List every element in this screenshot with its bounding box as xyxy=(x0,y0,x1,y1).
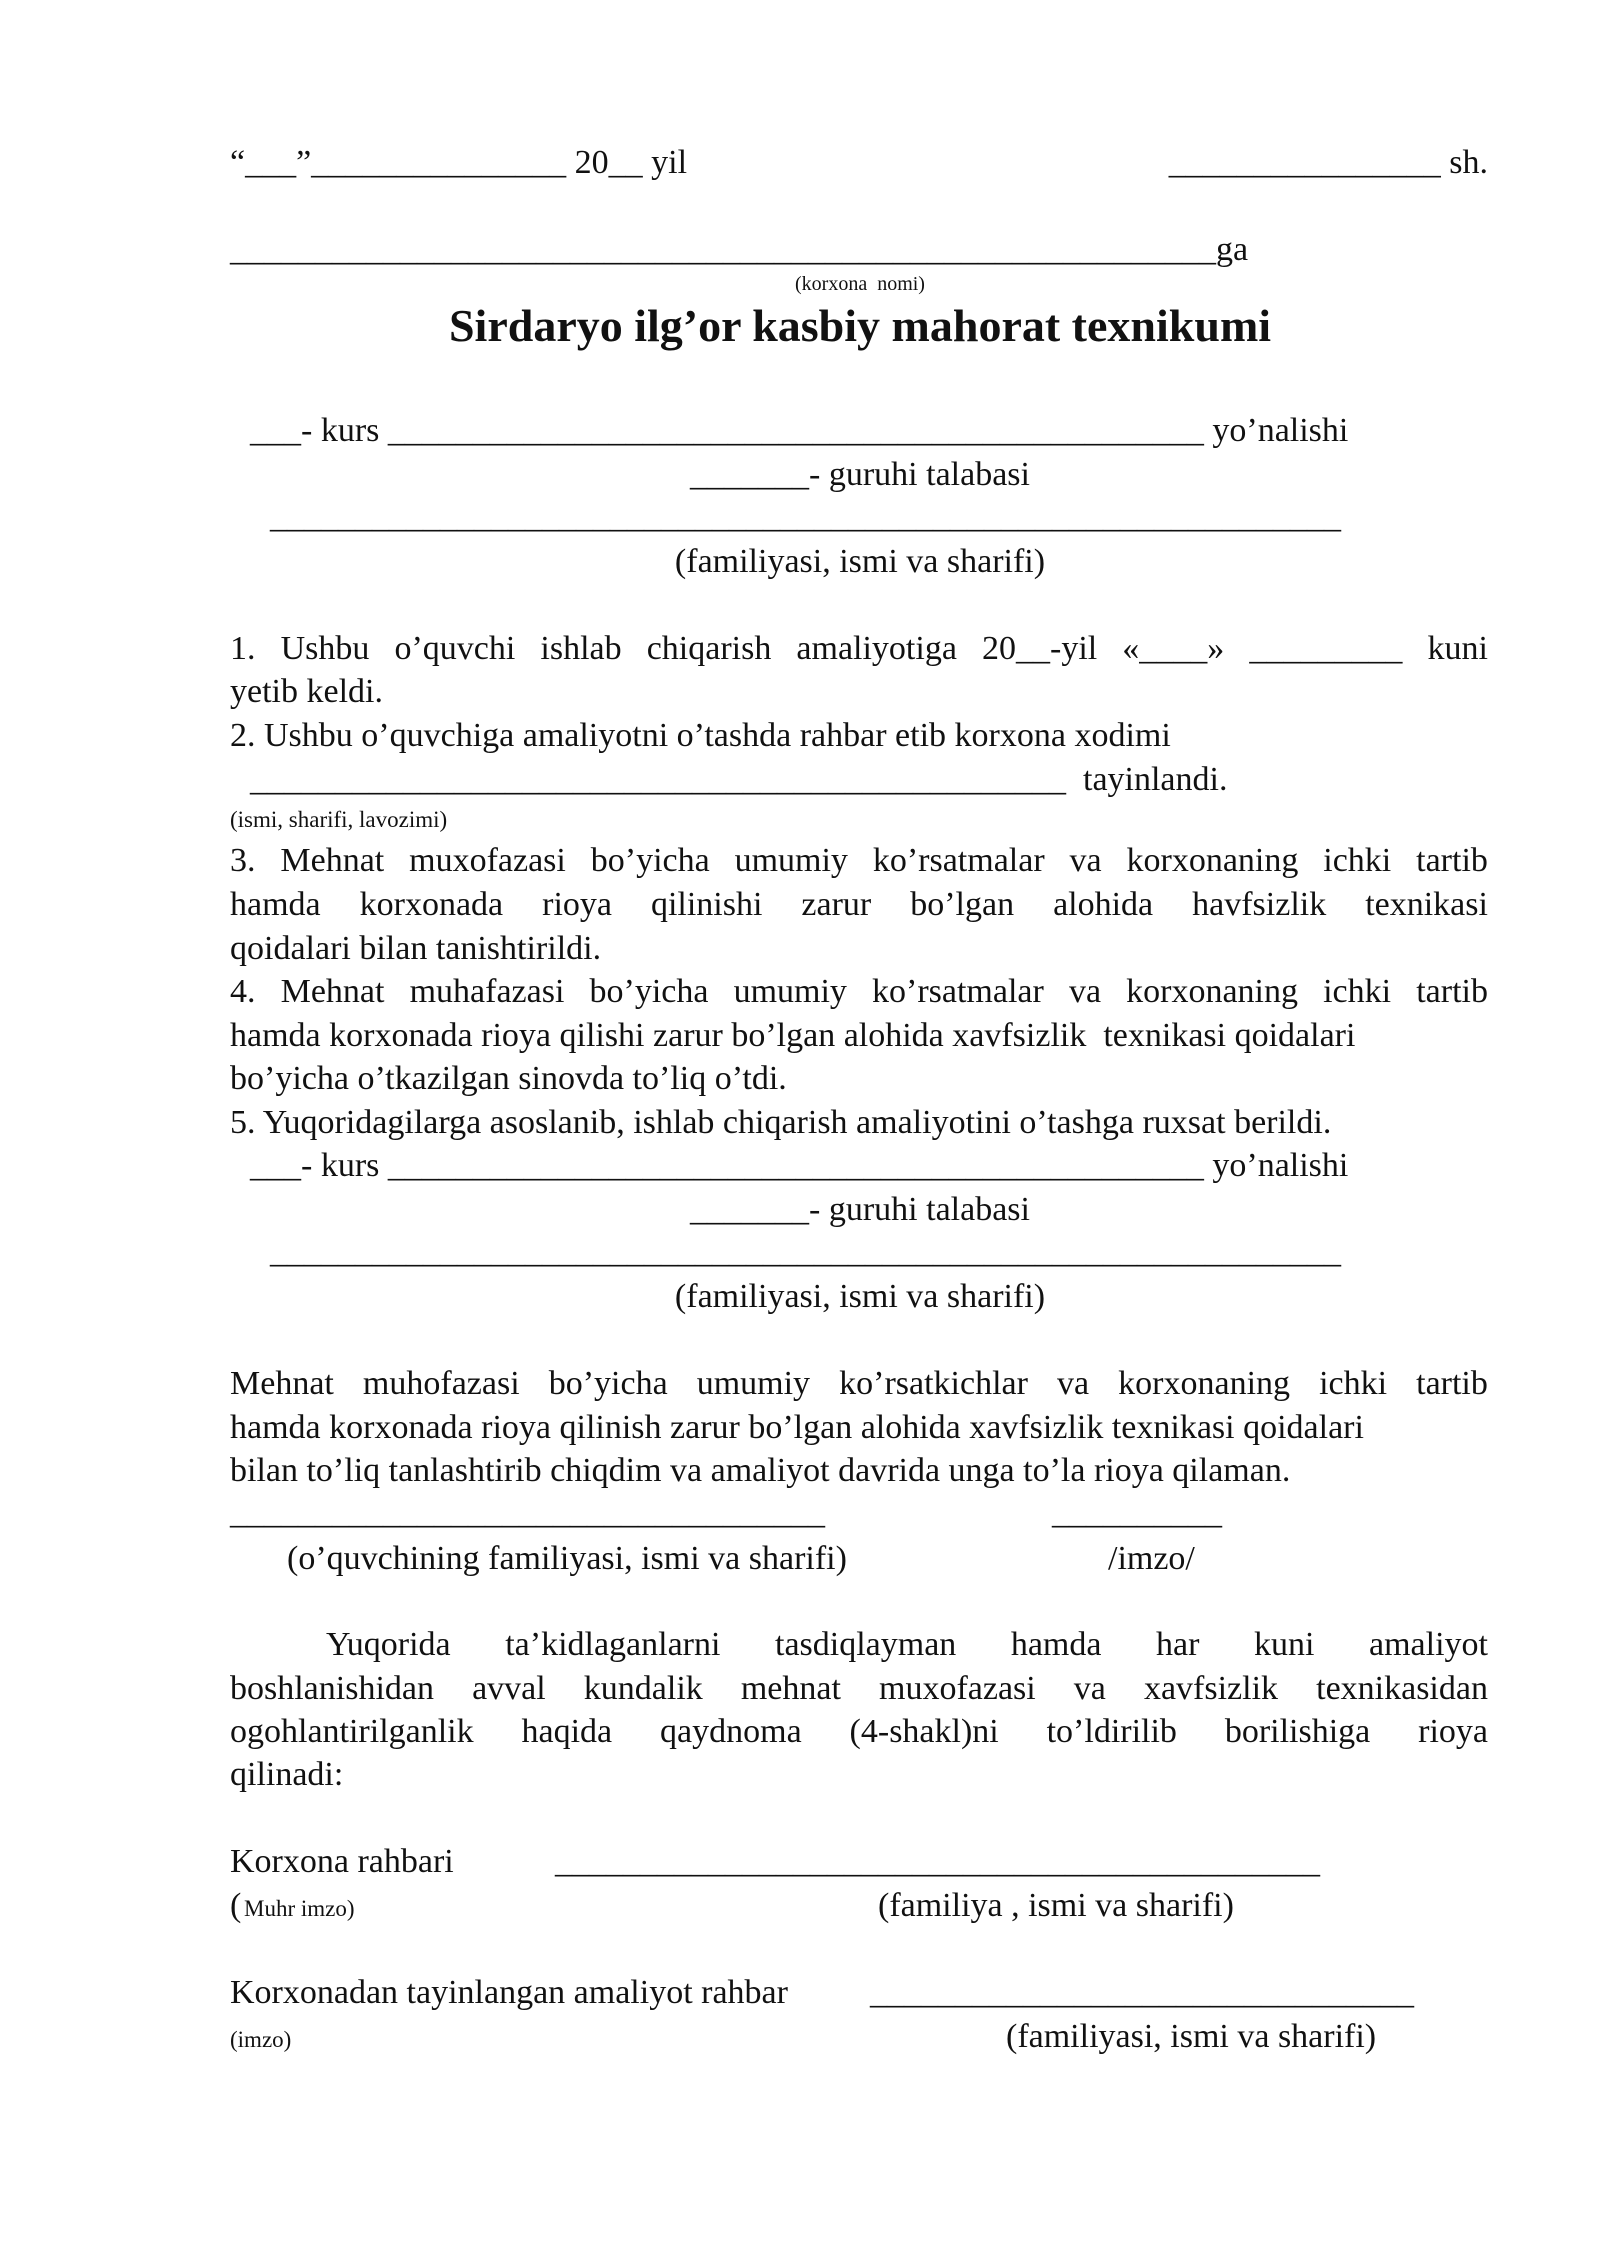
word: ta’kidlaganlarni xyxy=(505,1626,721,1663)
word: borilishiga xyxy=(1224,1713,1371,1750)
group-line-2: _______- guruhi talabasi xyxy=(690,1191,1030,1228)
word: umumiy xyxy=(734,842,848,879)
word: Yuqorida xyxy=(326,1626,451,1663)
word: havfsizlik xyxy=(1192,886,1327,923)
head-caption: (familiya , ismi va sharifi) xyxy=(878,1887,1234,1924)
item-1-line-2: yetib keldi. xyxy=(230,673,383,710)
student-name-blank: ___________________________________ xyxy=(230,1494,825,1531)
supervisor-label: Korxonadan tayinlangan amaliyot rahbar xyxy=(230,1974,788,2011)
pledge-line-1 xyxy=(230,1367,1488,1401)
word: qilinishi xyxy=(650,886,763,923)
word: muxofazasi xyxy=(879,1670,1036,1707)
name-blank-1: _______________________________________________________________ xyxy=(270,498,1341,535)
supervisor-caption: (familiyasi, ismi va sharifi) xyxy=(1006,2018,1377,2055)
item-1-line-1 xyxy=(230,632,1488,666)
student-signature-blank: __________ xyxy=(1052,1494,1222,1531)
word: qaydnoma xyxy=(660,1713,802,1750)
item-3-line-3: qoidalari bilan tanishtirildi. xyxy=(230,930,602,967)
word: rioya xyxy=(542,886,612,923)
word: va xyxy=(1057,1365,1090,1402)
word: ko’rsatmalar xyxy=(872,973,1044,1010)
word: har xyxy=(1156,1626,1200,1663)
word: ko’rsatmalar xyxy=(872,842,1045,879)
word: alohida xyxy=(1053,886,1154,923)
course-line-2: ___- kurs ________________________________________________ yo’nalishi xyxy=(250,1147,1349,1184)
word: texnikasidan xyxy=(1316,1670,1488,1707)
item-4-line-2: hamda korxonada rioya qilishi zarur bo’lgan alohida xavfsizlik texnikasi qoidalari xyxy=(230,1017,1356,1054)
recipient-line: __________________________________________________________ga xyxy=(230,231,1249,268)
word: korxonaning xyxy=(1126,842,1299,879)
item-5-line-1: 5. Yuqoridagilarga asoslanib, ishlab chiqarish amaliyotini o’tashga ruxsat berildi. xyxy=(230,1104,1332,1141)
item-4-line-1 xyxy=(230,975,1488,1009)
word: Mehnat xyxy=(280,842,385,879)
word: zarur xyxy=(801,886,872,923)
pledge-line-2: hamda korxonada rioya qilinish zarur bo’lgan alohida xavfsizlik texnikasi qoidalari xyxy=(230,1409,1364,1446)
word: umumiy xyxy=(696,1365,811,1402)
word: avval xyxy=(472,1670,546,1707)
word: bo’yicha xyxy=(590,842,710,879)
word: tartib xyxy=(1416,1365,1488,1402)
page-title: Sirdaryo ilg’or kasbiy mahorat texnikumi xyxy=(448,300,1272,351)
word: Mehnat xyxy=(280,973,385,1010)
word: tartib xyxy=(1416,842,1488,879)
head-blank: _____________________________________________ xyxy=(555,1843,1320,1880)
stamp-caption: Muhr imzo) xyxy=(244,1896,355,1921)
item-2-line-2: ________________________________________________ tayinlandi. xyxy=(250,761,1228,798)
word: «____» xyxy=(1122,630,1225,667)
recipient-caption: (korxona nomi) xyxy=(795,273,925,295)
item-2-line-1: 2. Ushbu o’quvchiga amaliyotni o’tashda rahbar etib korxona xodimi xyxy=(230,717,1171,754)
word: 4. xyxy=(230,973,256,1010)
word: korxonaning xyxy=(1118,1365,1291,1402)
word: boshlanishidan xyxy=(230,1670,434,1707)
item-3-line-1 xyxy=(230,844,1488,878)
word: bo’yicha xyxy=(589,973,709,1010)
word: tasdiqlayman xyxy=(775,1626,957,1663)
student-name-caption: (o’quvchining familiyasi, ismi va sharifi) xyxy=(287,1540,847,1577)
city-line: ________________ sh. xyxy=(1168,144,1488,181)
name-blank-2: _______________________________________________________________ xyxy=(270,1233,1341,1270)
signature-caption: /imzo/ xyxy=(1108,1540,1195,1577)
word: muxofazasi xyxy=(409,842,566,879)
word: korxonaning xyxy=(1126,973,1298,1010)
word: bo’yicha xyxy=(548,1365,668,1402)
stamp-paren: ( xyxy=(230,1887,242,1924)
word: rioya xyxy=(1418,1713,1488,1750)
item-2-caption: (ismi, sharifi, lavozimi) xyxy=(230,807,448,832)
name-caption-2: (familiyasi, ismi va sharifi) xyxy=(674,1278,1046,1315)
word: Ushbu xyxy=(280,630,370,667)
word: Mehnat xyxy=(230,1365,334,1402)
course-line-1: ___- kurs ________________________________________________ yo’nalishi xyxy=(250,412,1349,449)
confirm-line-2 xyxy=(230,1672,1488,1706)
word: _________ xyxy=(1249,630,1403,667)
word: 1. xyxy=(230,630,256,667)
word: ichki xyxy=(1323,842,1392,879)
word: 3. xyxy=(230,842,256,879)
supervisor-blank: ________________________________ xyxy=(870,1974,1414,2011)
word: o’quvchi xyxy=(394,630,516,667)
word: mehnat xyxy=(740,1670,841,1707)
word: va xyxy=(1069,842,1102,879)
word: xavfsizlik xyxy=(1143,1670,1279,1707)
word: texnikasi xyxy=(1365,886,1488,923)
word: muhofazasi xyxy=(362,1365,520,1402)
word: to’ldirilib xyxy=(1046,1713,1177,1750)
word: bo’lgan xyxy=(910,886,1015,923)
word: umumiy xyxy=(733,973,847,1010)
confirm-line-4: qilinadi: xyxy=(230,1756,344,1793)
word: amaliyotiga xyxy=(796,630,957,667)
word: amaliyot xyxy=(1369,1626,1488,1663)
word: va xyxy=(1068,973,1102,1010)
word: muhafazasi xyxy=(409,973,565,1010)
head-label: Korxona rahbari xyxy=(230,1843,454,1880)
word: (4-shakl)ni xyxy=(849,1713,999,1750)
date-line: “___”_______________ 20__ yil xyxy=(230,144,688,181)
confirm-line-3 xyxy=(230,1715,1488,1749)
word: tartib xyxy=(1416,973,1488,1010)
word: ko’rsatkichlar xyxy=(839,1365,1028,1402)
word: ichki xyxy=(1319,1365,1388,1402)
word: ishlab xyxy=(540,630,622,667)
item-4-line-3: bo’yicha o’tkazilgan sinovda to’liq o’tdi. xyxy=(230,1060,787,1097)
confirm-line-1 xyxy=(326,1628,1488,1662)
word: va xyxy=(1073,1670,1106,1707)
word: chiqarish xyxy=(646,630,772,667)
word: ichki xyxy=(1323,973,1392,1010)
word: kundalik xyxy=(583,1670,703,1707)
name-caption-1: (familiyasi, ismi va sharifi) xyxy=(674,543,1046,580)
word: hamda xyxy=(1010,1626,1102,1663)
word: hamda xyxy=(230,886,321,923)
word: korxonada xyxy=(359,886,504,923)
supervisor-sign-caption: (imzo) xyxy=(230,2027,292,2052)
item-3-line-2 xyxy=(230,888,1488,922)
word: ogohlantirilganlik xyxy=(230,1713,474,1750)
word: kuni xyxy=(1427,630,1488,667)
word: kuni xyxy=(1254,1626,1315,1663)
word: haqida xyxy=(521,1713,613,1750)
word: 20__-yil xyxy=(982,630,1098,667)
group-line-1: _______- guruhi talabasi xyxy=(690,456,1030,493)
pledge-line-3: bilan to’liq tanlashtirib chiqdim va amaliyot davrida unga to’la rioya qilaman. xyxy=(230,1452,1291,1489)
